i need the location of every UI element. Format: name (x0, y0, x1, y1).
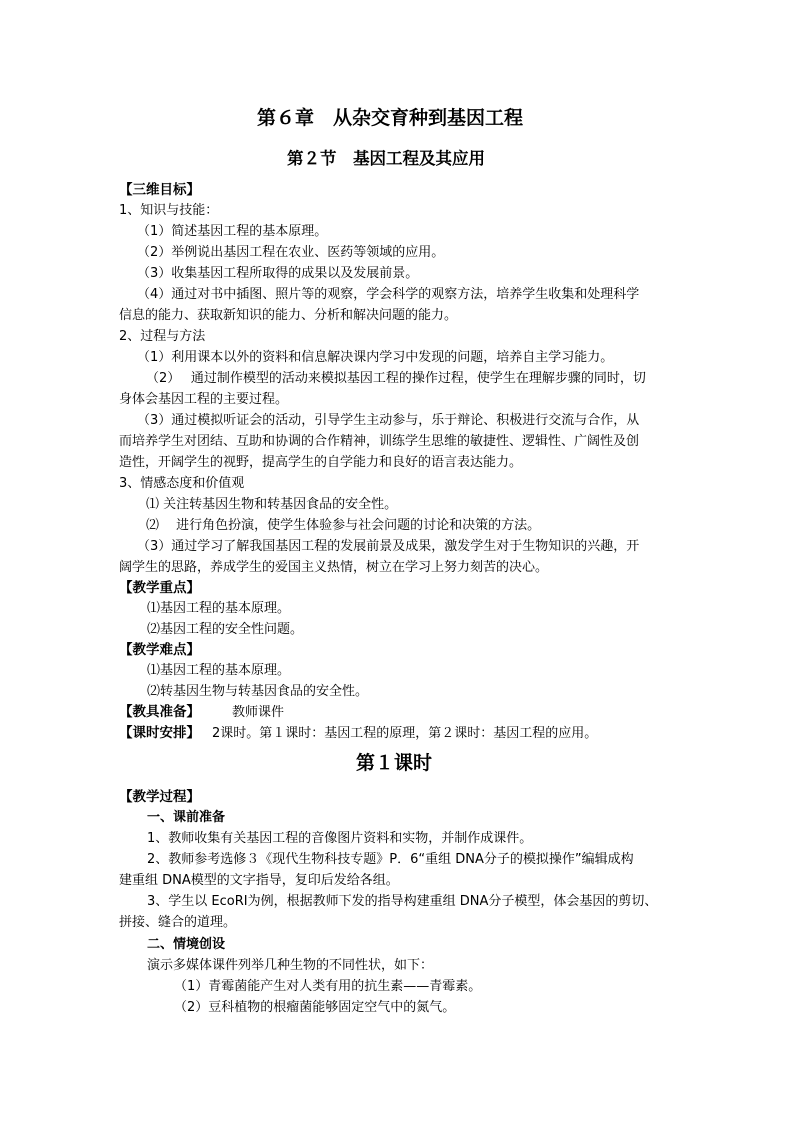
emotion-item-1: ⑴ 关注转基因生物和转基因食品的安全性。 (146, 497, 398, 512)
knowledge-item-4-line-2: 信息的能力、获取新知识的能力、分析和解决问题的能力。 (119, 308, 458, 323)
emotion-item-2: ⑵ 进行角色扮演，使学生体验参与社会问题的讨论和决策的方法。 (146, 518, 541, 533)
difficulties-heading: 【教学难点】 (119, 642, 200, 658)
preparation-item-3-line-1: 3、学生以 EcoRI为例，根据教师下发的指导构建重组 DNA分子模型，体会基因的剪切、 (147, 894, 658, 909)
key-points-heading: 【教学重点】 (119, 580, 200, 596)
process-item-3-line-2: 而培养学生对团结、互助和协调的合作精神，训练学生思维的敏捷性、逻辑性、广阔性及创 (119, 434, 640, 449)
tools-text: 教师课件 (232, 705, 285, 720)
schedule-heading: 【课时安排】 (119, 725, 200, 741)
knowledge-item-2: （2）举例说出基因工程在农业、医药等领域的应用。 (137, 245, 445, 260)
key-point-1: ⑴基因工程的基本原理。 (147, 601, 291, 616)
tools-heading: 【教具准备】 (119, 704, 200, 720)
process-item-3-line-1: （3）通过模拟听证会的活动，引导学生主动参与，乐于辩论、积极进行交流与合作，从 (137, 413, 640, 428)
preparation-item-2-line-1: 2、教师参考选修３《现代生物科技专题》P．6“重组 DNA分子的模拟操作”编辑成构 (147, 852, 634, 867)
scenario-intro: 演示多媒体课件列举几种生物的不同性状，如下： (147, 958, 434, 973)
process-method-heading: 2、过程与方法 (119, 329, 206, 344)
knowledge-item-3: （3）收集基因工程所取得的成果以及发展前景。 (137, 266, 419, 281)
scenario-item-1: （1）青霉菌能产生对人类有用的抗生素——青霉素。 (174, 979, 482, 994)
goals-heading: 【三维目标】 (119, 182, 200, 198)
process-item-2-line-1: （2） 通过制作模型的活动来模拟基因工程的操作过程，使学生在理解步骤的同时，切 (146, 371, 646, 386)
knowledge-heading: 1、知识与技能： (119, 203, 219, 218)
preparation-item-3-line-2: 拼接、缝合的道理。 (119, 915, 237, 930)
preparation-heading: 一、课前准备 (147, 810, 226, 825)
process-item-2-line-2: 身体会基因工程的主要过程。 (119, 392, 289, 407)
lesson-title: 第１课时 (356, 752, 433, 774)
scenario-heading: 二、情境创设 (147, 937, 226, 952)
scenario-item-2: （2）豆科植物的根瘤菌能够固定空气中的氮气。 (174, 1000, 456, 1015)
knowledge-item-1: （1）简述基因工程的基本原理。 (137, 224, 328, 239)
preparation-item-2-line-2: 建重组 DNA模型的文字指导，复印后发给各组。 (119, 873, 399, 888)
section-title: 第２节 基因工程及其应用 (287, 149, 485, 168)
teaching-process-heading: 【教学过程】 (119, 789, 200, 805)
difficulty-1: ⑴基因工程的基本原理。 (147, 663, 291, 678)
process-item-3-line-3: 造性，开阔学生的视野，提高学生的自学能力和良好的语言表达能力。 (119, 455, 523, 470)
key-point-2: ⑵基因工程的安全性问题。 (147, 622, 304, 637)
chapter-title: 第６章 从杂交育种到基因工程 (257, 107, 524, 129)
emotion-item-3-line-1: （3）通过学习了解我国基因工程的发展前景及成果，激发学生对于生物知识的兴趣，开 (137, 539, 640, 554)
emotion-item-3-line-2: 阔学生的思路，养成学生的爱国主义热情，树立在学习上努力刻苦的决心。 (119, 560, 549, 575)
schedule-text: 2课时。第１课时：基因工程的原理，第２课时：基因工程的应用。 (212, 726, 598, 741)
preparation-item-1: 1、教师收集有关基因工程的音像图片资料和实物，并制作成课件。 (147, 831, 533, 846)
process-item-1: （1）利用课本以外的资料和信息解决课内学习中发现的问题，培养自主学习能力。 (137, 350, 614, 365)
knowledge-item-4-line-1: （4）通过对书中插图、照片等的观察，学会科学的观察方法，培养学生收集和处理科学 (137, 287, 640, 302)
emotion-heading: 3、情感态度和价值观 (119, 476, 245, 491)
difficulty-2: ⑵转基因生物与转基因食品的安全性。 (147, 684, 369, 699)
